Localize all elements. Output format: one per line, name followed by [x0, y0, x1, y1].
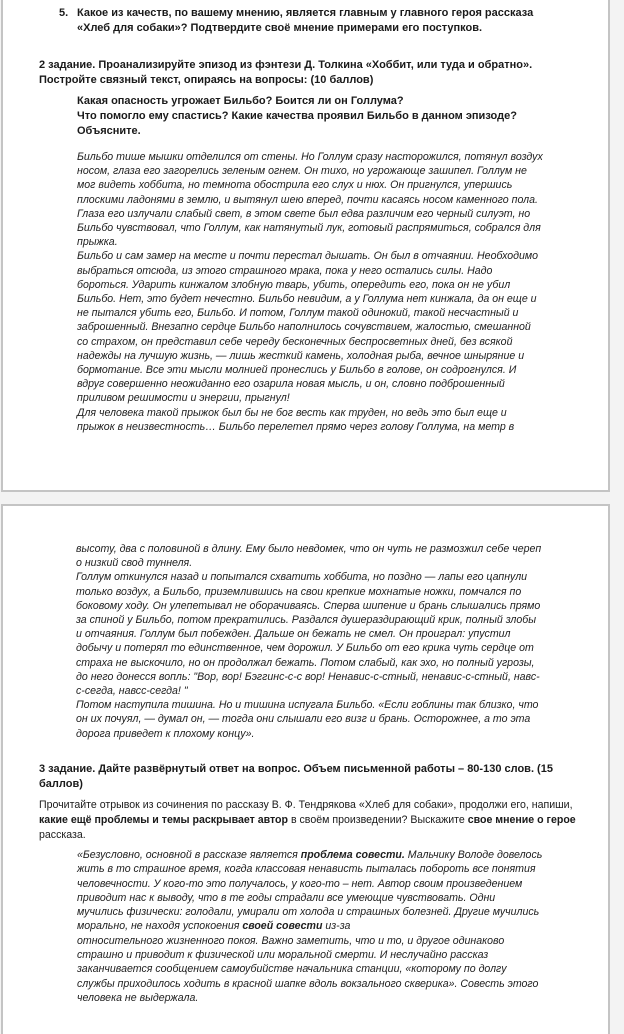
excerpt-line: и отчаяния. Голлум был побежден. Дальше он бежать не смел. Он проиграл: упустил [76, 628, 511, 641]
essay-line: заканчивается сообщением самоубийстве начальника станции, «которому по долгу [77, 963, 507, 976]
essay-line: мучились физически: голодали, умирали от холода и страшных болезней. Другие мучились [77, 906, 540, 919]
excerpt-line: прыжок в неизвестность… Бильбо перелетел прямо через голову Голлума, на метр в [77, 420, 515, 433]
task-2-heading [39, 58, 599, 88]
essay-line: человечности. У кого-то это получалось, у кого-то – нет. Автор своим произведением [77, 877, 523, 890]
essay-line: приводит нас к выводу, что в те годы страдали все умеющие чувствовать. Одни [77, 891, 496, 904]
excerpt-line: высоту, два с половиной в длину. Ему было невдомек, что он чуть не размозжил себе череп [76, 543, 542, 555]
task-2-question: Что помогло ему спастись? Какие качества проявил Бильбо в данном эпизоде? [77, 110, 517, 122]
excerpt-line: Потом наступила тишина. Но и тишина испугала Бильбо. «Если гоблины так близко, что [76, 699, 539, 712]
excerpt-line: он их почуял, — думал он, — тогда они слышали его визг и брань. Осторожнее, а то эта [76, 713, 531, 726]
excerpt-line: мог видеть хоббита, но темнота обострила его слух и нюх. Он пригнулся, упершись [77, 179, 513, 192]
document-page-2 [1, 504, 610, 1034]
question-5-text: Какое из качеств, по вашему мнению, является главным у главного героя рассказа «Хлеб для собаки»? Подтвердите своё мнение примерами его поступков. [77, 7, 534, 34]
excerpt-line: выбраться отсюда, из этого страшного мрака, пока у него остались силы. Надо [77, 264, 493, 277]
task-3-instructions [39, 798, 587, 843]
hobbit-excerpt-part1 [77, 150, 597, 434]
essay-text: Мальчику Володе довелось [404, 849, 543, 861]
excerpt-line: с-сегда, навсс-сегда! " [76, 685, 188, 698]
excerpt-line: заброшенный. Внезапно сердце Бильбо наполнилось сочувствием, жалостью, смешанной [77, 321, 531, 334]
essay-line: страшно и приводит к физической или моральной смерти. И неслучайно рассказ [77, 949, 489, 962]
excerpt-line: за спиной у Бильбо, потом прекратились. Раздался душераздирающий крик, полный злобы [76, 614, 537, 627]
essay-emphasis: проблема совести. [300, 849, 405, 861]
excerpt-line: не пытался убить его, Бильбо. И потом, Голлум такой одинокий, такой несчастный и [77, 307, 519, 320]
task-3-heading [39, 762, 599, 792]
essay-excerpt [77, 848, 597, 1005]
instruction-text: в своём произведении? Выскажите [288, 814, 468, 826]
excerpt-line: носом, глаза его загорелись зеленым огнем. Он тихо, но угрожающе зашипел. Голлум не [77, 165, 527, 178]
instruction-text: Прочитайте отрывок из сочинения по рассказу В. Ф. Тендрякова «Хлеб для собаки», продолжи его, напиши, [39, 799, 573, 811]
essay-text: «Безусловно, основной в рассказе является [77, 849, 301, 861]
excerpt-line: Глаза его излучали слабый свет, в этом свете был едва различим его черный силуэт, но [77, 207, 531, 220]
instruction-text: рассказа. [39, 829, 86, 841]
excerpt-line: дорога приведет к плохому концу». [76, 727, 255, 740]
document-page-1 [1, 0, 610, 492]
task-2-question: Объясните. [77, 125, 141, 137]
excerpt-line: вдруг совершенно неожиданно его озарила новая мысль, и он, словно подброшенный [77, 378, 505, 391]
excerpt-line: Для человека такой прыжок был бы не бог весть как труден, но ведь это был еще и [77, 406, 507, 419]
excerpt-line: плоскими ладонями в землю, и вытянул шею вперед, почти касаясь носом каменного пола. [77, 193, 538, 206]
instruction-emphasis: какие ещё проблемы и темы раскрывает автор [39, 814, 288, 826]
excerpt-line: только воздух, а Бильбо, приземлившись на свои крепкие мохнатые ножки, помчался по [76, 585, 522, 598]
essay-text: из-за [322, 920, 351, 933]
excerpt-line: приливом решимости и энергии, прыгнул! [77, 392, 290, 405]
excerpt-line: надежды на лучшую жизнь, — лишь жесткий камень, холодная рыба, вечное шныряние и [77, 349, 525, 362]
excerpt-line: Бильбо чувствовал, что Голлум, как натянутый лук, готовый распрямиться, собрался для [77, 222, 541, 235]
task-2-question: Какая опасность угрожает Бильбо? Боится ли он Голлума? [77, 95, 404, 107]
excerpt-line: Бильбо и сам замер на месте и почти перестал дышать. Он был в отчаянии. Необходимо [77, 250, 539, 263]
task-2-heading-line2: Постройте связный текст, опираясь на вопросы: (10 баллов) [39, 74, 374, 86]
excerpt-line: до него донесся вопль: "Вор, вор! Бэггинс-с-с вор! Ненавис-с-стный, ненавис-с-стный, навс- [76, 670, 540, 683]
excerpt-line: о низкий свод туннеля. [76, 557, 193, 570]
essay-line: человека не выдержала. [77, 991, 199, 1004]
excerpt-line: боковому ходу. Он улепетывал не оборачиваясь. Сперва шипение и брань слышались прямо [76, 599, 541, 612]
essay-line: относительного жизненного покоя. Важно заметить, что и то, и другое одинаково [77, 934, 505, 947]
task-3-heading-line2: баллов) [39, 778, 83, 790]
instruction-emphasis: свое мнение о герое [467, 814, 576, 826]
excerpt-line: прыжка. [77, 236, 118, 249]
excerpt-line: бороться. Ударить кинжалом злобную тварь, убить, опередить его, пока он не убил [77, 278, 511, 291]
excerpt-line: страха не выскочило, но он продолжал бежать. Потом слабый, как эхо, но полный угрозы, [76, 656, 535, 669]
question-5-number: 5. [59, 7, 69, 19]
excerpt-line: бормотание. Все эти мысли молнией пронеслись у Бильбо в голове, он содрогнулся. И [77, 364, 517, 377]
excerpt-line: Бильбо тише мышки отделился от стены. Но Голлум сразу насторожился, потянул воздух [77, 151, 543, 163]
essay-line [77, 848, 597, 862]
excerpt-line: Голлум откинулся назад и попытался схватить хоббита, но поздно — лапы его цапнули [76, 571, 528, 584]
excerpt-line: со страхом, он представил себе череду бесконечных беспросветных дней, без всякой [77, 335, 513, 348]
excerpt-line: добычу и потерял то единственное, чем дорожил. У Бильбо от его крика чуть сердце от [76, 642, 534, 655]
essay-line: жить в то страшное время, когда классовая ненависть пыталась побороть все понятия [77, 863, 536, 876]
excerpt-line: Бильбо. Нет, это будет нечестно. Бильбо невидим, а у Голлума нет кинжала, да он еще и [77, 293, 537, 306]
essay-emphasis: своей совести [242, 920, 323, 933]
essay-text: морально, не находя успокоения [77, 920, 243, 933]
task-2-questions [77, 94, 577, 139]
hobbit-excerpt-part2 [76, 542, 596, 741]
essay-line: службы приходилось ходить в красной шапке вдоль вокзального скверика». Совесть этого [77, 977, 539, 990]
task-2-heading-line1: 2 задание. Проанализируйте эпизод из фэнтези Д. Толкина «Хоббит, или туда и обратно». [39, 59, 533, 71]
essay-line [77, 919, 597, 933]
task-3-heading-line1: 3 задание. Дайте развёрнутый ответ на вопрос. Объем письменной работы – 80-130 слов. (15 [39, 763, 553, 775]
